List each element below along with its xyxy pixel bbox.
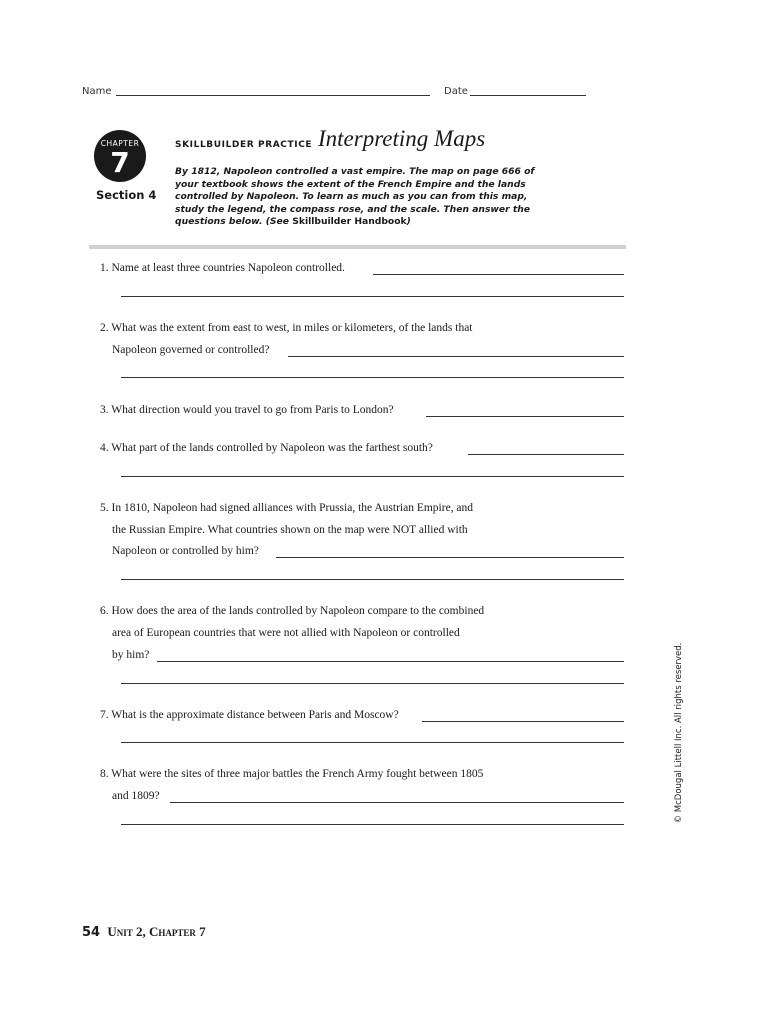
answer-line[interactable] <box>426 416 624 417</box>
answer-line[interactable] <box>121 377 624 378</box>
answer-line[interactable] <box>276 557 624 558</box>
question-5: 5. In 1810, Napoleon had signed alliances with Prussia, the Austrian Empire, and <box>100 502 474 514</box>
intro-end: ) <box>406 216 411 227</box>
answer-line[interactable] <box>121 742 624 743</box>
name-field[interactable] <box>116 95 430 96</box>
answer-line[interactable] <box>422 721 624 722</box>
page-title: Interpreting Maps <box>318 126 486 151</box>
answer-line[interactable] <box>170 802 624 803</box>
question-2-cont: Napoleon governed or controlled? <box>112 344 270 356</box>
handbook-reference: Skillbuilder Handbook <box>292 216 407 227</box>
section-label: Section 4 <box>96 188 157 202</box>
question-4: 4. What part of the lands controlled by Napoleon was the farthest south? <box>100 442 433 454</box>
copyright-notice: © McDougal Littell Inc. All rights reserved. <box>674 642 684 824</box>
answer-line[interactable] <box>121 683 624 684</box>
answer-line[interactable] <box>121 296 624 297</box>
date-field[interactable] <box>470 95 586 96</box>
answer-line[interactable] <box>288 356 624 357</box>
question-5-cont: Napoleon or controlled by him? <box>112 545 259 557</box>
question-6-cont: area of European countries that were not allied with Napoleon or controlled <box>112 627 460 639</box>
page-number: 54 <box>82 925 101 940</box>
question-3: 3. What direction would you travel to go from Paris to London? <box>100 404 394 416</box>
answer-line[interactable] <box>121 579 624 580</box>
chapter-badge <box>94 130 146 182</box>
chapter-number: 7 <box>110 146 130 179</box>
unit-chapter: Unit 2, Chapter 7 <box>107 924 206 939</box>
intro-text <box>175 166 545 229</box>
name-label: Name <box>82 86 112 97</box>
question-7: 7. What is the approximate distance between Paris and Moscow? <box>100 709 399 721</box>
question-8-cont: and 1809? <box>112 790 160 802</box>
divider-bar <box>89 245 626 249</box>
question-2: 2. What was the extent from east to west, in miles or kilometers, of the lands that <box>100 322 473 334</box>
question-6: 6. How does the area of the lands controlled by Napoleon compare to the combined <box>100 605 485 617</box>
chapter-label: CHAPTER <box>100 139 140 148</box>
question-5-cont: the Russian Empire. What countries shown on the map were NOT allied with <box>112 524 468 536</box>
question-6-cont: by him? <box>112 649 150 661</box>
question-8: 8. What were the sites of three major battles the French Army fought between 1805 <box>100 768 484 780</box>
intro-body: By 1812, Napoleon controlled a vast empire. The map on page 666 of your textbook shows the extent of the French Empire and the lands controlled by Napoleon. To learn as much as you can from this map, study the legend, the compass rose, and the scale. Then answer the questions below. (See <box>175 166 535 227</box>
answer-line[interactable] <box>468 454 624 455</box>
answer-line[interactable] <box>157 661 624 662</box>
question-1: 1. Name at least three countries Napoleon controlled. <box>100 262 345 274</box>
skillbuilder-label: SKILLBUILDER PRACTICE <box>175 140 313 150</box>
page-footer <box>82 924 206 940</box>
date-label: Date <box>444 86 468 97</box>
answer-line[interactable] <box>373 274 624 275</box>
answer-line[interactable] <box>121 824 624 825</box>
answer-line[interactable] <box>121 476 624 477</box>
